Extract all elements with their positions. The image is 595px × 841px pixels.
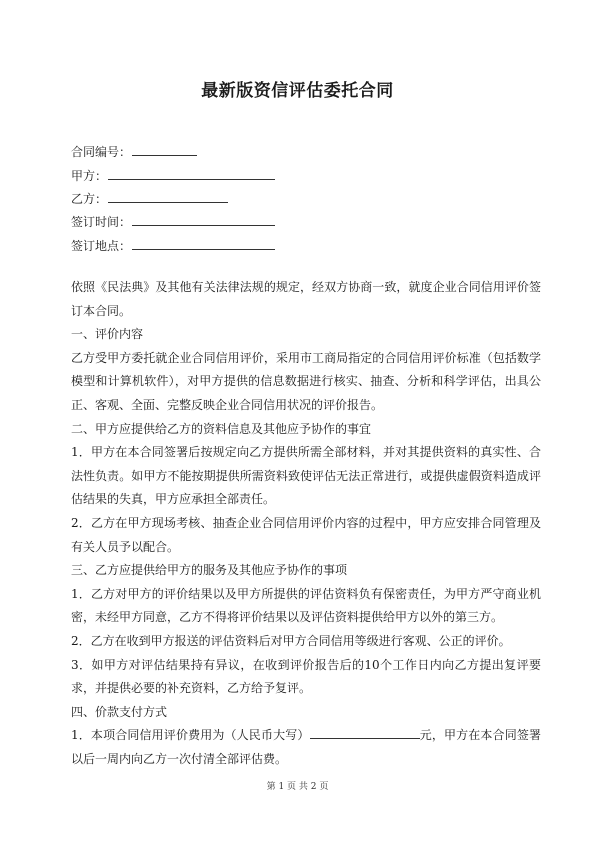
sign-place-label: 签订地点：: [71, 239, 132, 253]
section-4-heading: 四、价款支付方式: [71, 704, 168, 719]
party-b-label: 乙方：: [71, 192, 108, 206]
fee-amount-blank: [310, 726, 420, 739]
section-2-item-2: 2．乙方在甲方现场考核、抽查企业合同信用评价内容的过程中，甲方应安排合同管理及有关人员予以配合。: [71, 515, 541, 554]
section-2-item-1: 1．甲方在本合同签署后按规定向乙方提供所需全部材料，并对其提供资料的真实性、合法性负责。如甲方不能按期提供所需资料致使评估无法正常进行，或提供虚假资料造成评估结果的失真，甲方应承担全部责任。: [71, 445, 541, 507]
fee-text-after: 元，甲方在本合同签署以后一周内向乙方一次付清全部评估费。: [71, 728, 541, 766]
sign-date-label: 签订时间：: [71, 215, 132, 229]
party-a-label: 甲方：: [71, 169, 108, 183]
section-3-item-1: 1．乙方对甲方的评价结果以及甲方所提供的评估资料负有保密责任，为甲方严守商业机密，未经甲方同意，乙方不得将评价结果以及评估资料提供给甲方以外的第三方。: [71, 586, 541, 625]
sign-date-field: [71, 212, 275, 230]
contract-number-blank: [132, 142, 197, 156]
section-1-heading: 一、评价内容: [71, 327, 144, 342]
party-b-field: [71, 189, 228, 207]
party-a-blank: [108, 166, 275, 180]
section-3-heading: 三、乙方应提供给甲方的服务及其他应予协作的事项: [71, 563, 348, 578]
party-b-blank: [108, 189, 228, 203]
section-4-item-1: [71, 724, 541, 771]
section-1-paragraph: 乙方受甲方委托就企业合同信用评价，采用市工商局指定的合同信用评价标准（包括数学模型和计算机软件），对甲方提供的信息数据进行核实、抽查、分析和科学评估，出具公正、客观、全面、完整反映企业合同信用状况的评价报告。: [71, 350, 541, 412]
fee-text-before: 1．本项合同信用评价费用为（人民币大写）: [71, 728, 310, 743]
sign-place-field: [71, 236, 275, 254]
contract-number-field: [71, 142, 197, 160]
document-title: 最新版资信评估委托合同: [201, 81, 394, 101]
sign-place-blank: [132, 236, 275, 250]
contract-number-label: 合同编号：: [71, 145, 132, 159]
section-3-item-2: 2．乙方在收到甲方报送的评估资料后对甲方合同信用等级进行客观、公正的评价。: [71, 633, 511, 648]
section-2-heading: 二、甲方应提供给乙方的资料信息及其他应予协作的事宜: [71, 421, 372, 436]
page-footer: 第 1 页 共 2 页: [266, 782, 329, 792]
contract-body: [71, 276, 541, 771]
intro-paragraph: 依照《民法典》及其他有关法律法规的规定，经双方协商一致，就度企业合同信用评价签订本合同。: [71, 280, 541, 318]
section-3-item-3: 3．如甲方对评估结果持有异议，在收到评价报告后的10个工作日内向乙方提出复评要求，并提供必要的补充资料，乙方给予复评。: [71, 657, 541, 696]
party-a-field: [71, 166, 275, 184]
sign-date-blank: [132, 212, 275, 226]
